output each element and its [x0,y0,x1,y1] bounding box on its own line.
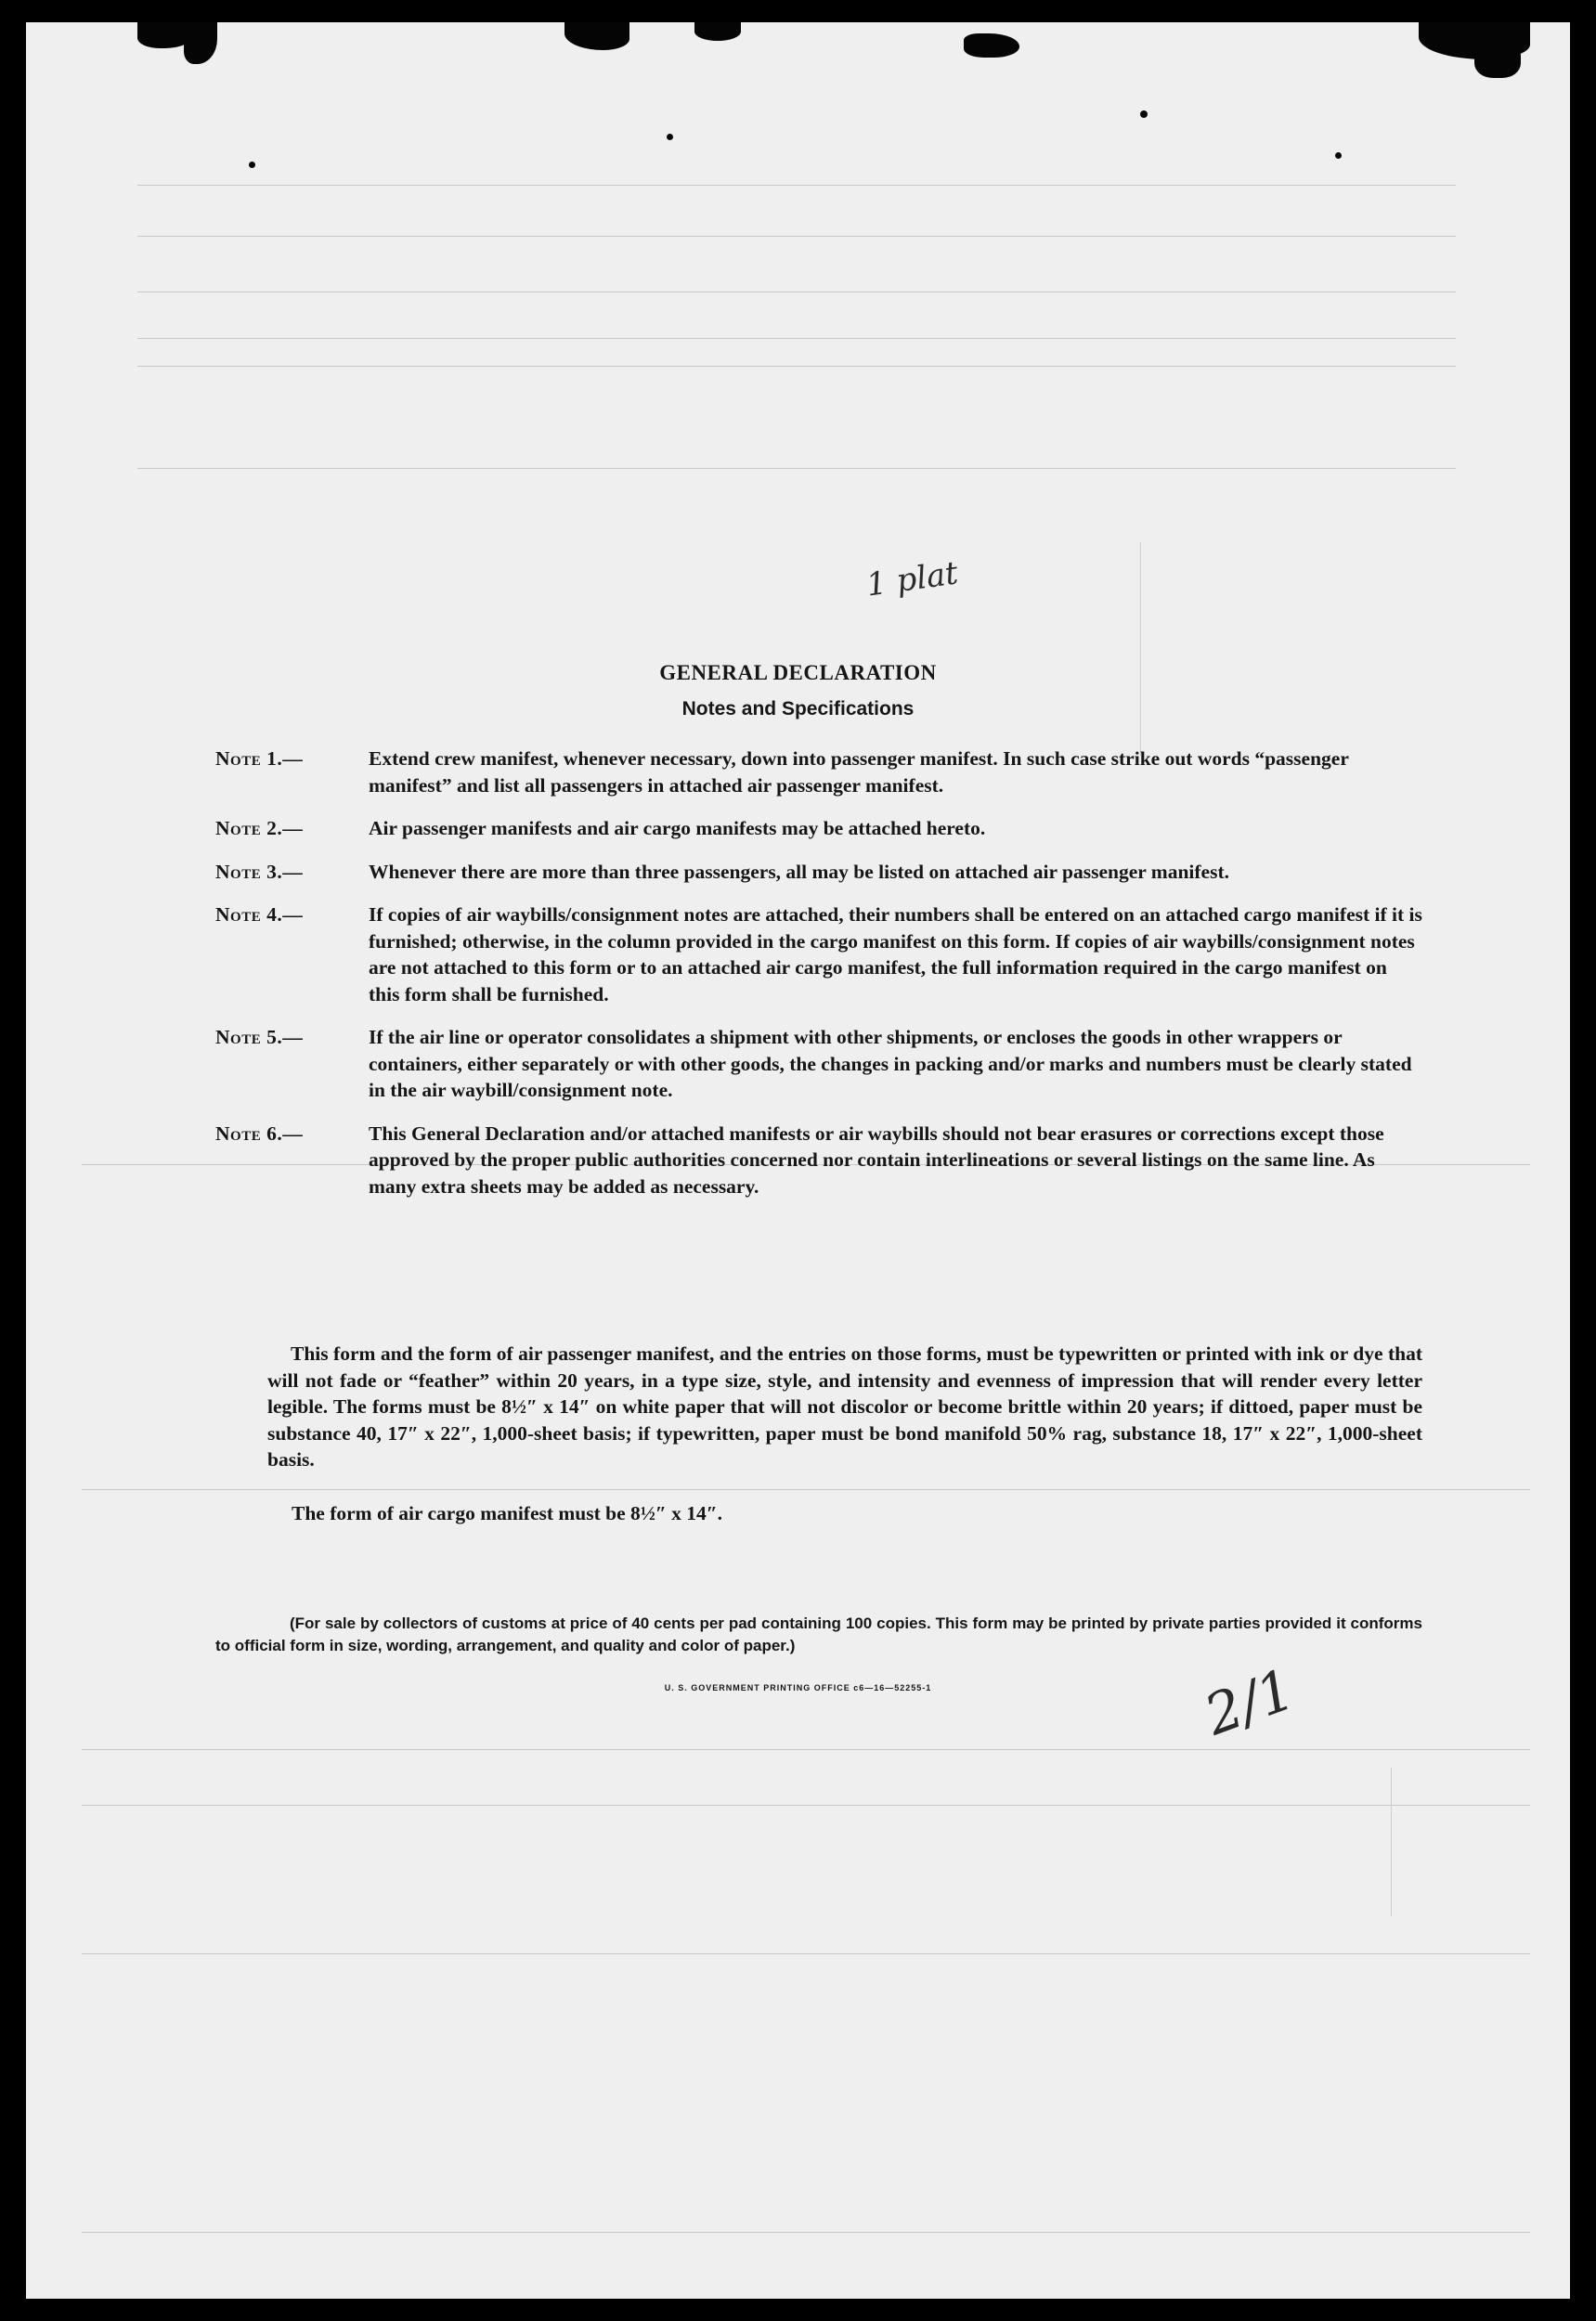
note-text: If copies of air waybills/consignment notes are attached, their numbers shall be entered on an attached cargo manifest if it is furnished; otherwise, in the column provided in the cargo manifest on this form. If copies of air waybills/consignment notes are not attached to this form or to an attached air cargo manifest, the full information required in the cargo manifest on this form shall be furnished. [369,903,1422,1005]
bleed-line [1140,542,1141,756]
damage-blot [1474,41,1521,78]
bleed-line [137,236,1456,237]
bleed-line [137,468,1456,469]
damage-blot [249,162,255,168]
page-title: GENERAL DECLARATION [659,661,937,684]
note-item [215,746,1422,798]
note-text: If the air line or operator consolidates a shipment with other shipments, or encloses the goods in other wrappers or containers, either separately or with other goods, the changes in packing and/or marks and numbers must be clearly stated in the air waybill/consignment note. [369,1026,1412,1101]
document-page [26,22,1570,2299]
cargo-manifest-size-paragraph: The form of air cargo manifest must be 8½″ x 14″. [292,1502,723,1524]
note-item [215,815,1422,842]
damage-blot [964,33,1019,58]
printing-office-imprint: U. S. GOVERNMENT PRINTING OFFICE c6—16—52255-1 [664,1683,932,1692]
note-text: Extend crew manifest, whenever necessary, down into passenger manifest. In such case strike out words “passenger manifest” and list all passengers in attached air passenger manifest. [369,747,1349,797]
note-label: Note 4.— [215,903,304,926]
sale-note: (For sale by collectors of customs at price of 40 cents per pad containing 100 copies. This form may be printed by private parties provided it conforms to official form in size, wording, arrangement, and quality and color of paper.) [215,1614,1422,1654]
note-label: Note 2.— [215,817,304,839]
note-label: Note 1.— [215,747,304,770]
page-subtitle: Notes and Specifications [681,698,915,720]
bleed-line [1391,1768,1392,1916]
damage-blot [667,134,673,140]
damage-blot [564,22,629,50]
damage-blot [1140,110,1148,118]
bleed-line [137,185,1456,186]
bleed-line [82,1953,1530,1954]
note-text: Air passenger manifests and air cargo manifests may be attached hereto. [369,817,986,839]
handwritten-mark: 2/1 [1196,1656,1304,1749]
bleed-line [137,338,1456,339]
note-item [215,859,1422,886]
note-label: Note 5.— [215,1026,304,1048]
damage-blot [694,22,741,41]
damage-blot [1335,152,1342,159]
bleed-line [137,366,1456,367]
note-text: This General Declaration and/or attached manifests or air waybills should not bear erasures or corrections except those approved by the proper public authorities concerned nor contain interlineations or several listings on the same line. As many extra sheets may be added as necessary. [369,1122,1384,1198]
note-label: Note 6.— [215,1122,304,1145]
notes-list [215,746,1422,1216]
note-item [215,901,1422,1007]
bleed-line [82,1749,1530,1750]
note-item [215,1024,1422,1104]
bleed-line [82,1805,1530,1806]
note-item [215,1121,1422,1200]
note-label: Note 3.— [215,860,304,883]
note-text: Whenever there are more than three passengers, all may be listed on attached air passenger manifest. [369,860,1229,883]
bleed-line [82,1489,1530,1490]
handwritten-note: 1 plat [863,554,961,604]
form-requirements-paragraph: This form and the form of air passenger manifest, and the entries on those forms, must be typewritten or printed with ink or dye that will not fade or “feather” within 20 years, in a type size, style, and intensity and evenness of impression that will render every letter legible. The forms must be 8½″ x 14″ on white paper that will not discolor or become brittle within 20 years; if dittoed, paper must be substance 40, 17″ x 22″, 1,000-sheet basis; if typewritten, paper must be bond manifold 50% rag, substance 18, 17″ x 22″, 1,000-sheet basis. [267,1342,1422,1471]
bleed-line [82,2232,1530,2233]
damage-blot [184,22,217,64]
